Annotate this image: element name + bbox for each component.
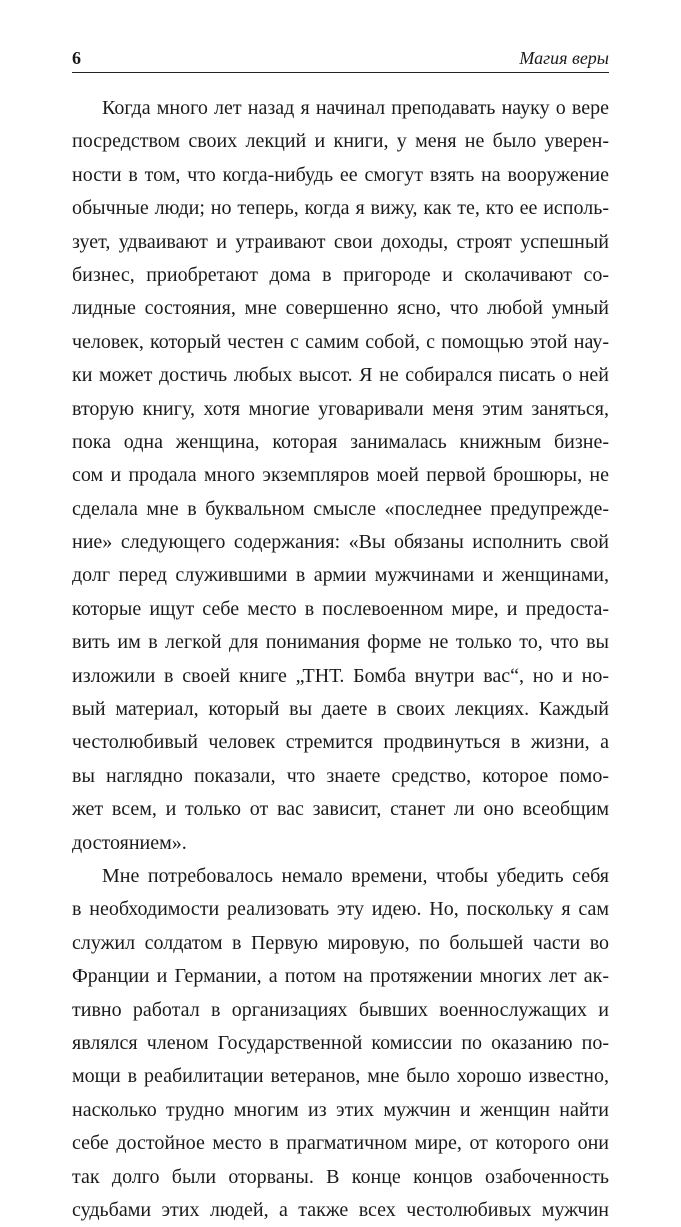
paragraph (72, 92, 609, 860)
text-line: в необходимости реализовать эту идею. Но, поскольку я сам (72, 898, 609, 921)
paragraph (72, 860, 609, 1227)
text-line: Франции и Германии, а потом на протяжении многих лет ак- (72, 965, 609, 988)
text-line: жет всем, и только от вас зависит, станет ли оно всеобщим (72, 798, 609, 821)
running-title: Магия веры (519, 48, 609, 68)
text-line: насколько трудно многим из этих мужчин и женщин найти (72, 1098, 609, 1121)
text-line: служил солдатом в Первую мировую, по большей части во (72, 931, 609, 954)
text-line: пока одна женщина, которая занималась книжным бизне- (72, 430, 609, 453)
text-line: достоянием». (72, 831, 187, 854)
text-line: вторую книгу, хотя многие уговаривали меня этим заняться, (72, 397, 609, 420)
text-line: сом и продала много экземпляров моей первой брошюры, не (72, 464, 609, 487)
text-line: являлся членом Государственной комиссии по оказанию по- (72, 1031, 609, 1054)
text-line: честолюбивый человек стремится продвинуться в жизни, а (72, 731, 609, 754)
text-line: ности в том, что когда-нибудь ее смогут взять на вооружение (72, 163, 609, 186)
text-line: судьбами этих людей, а также всех честолюбивых мужчин (72, 1198, 609, 1221)
text-line: обычные люди; но теперь, когда я вижу, как те, кто ее исполь- (72, 197, 609, 220)
text-line: которые ищут себе место в послевоенном мире, и предоста- (72, 597, 609, 620)
text-line: Мне потребовалось немало времени, чтобы убедить себя (102, 864, 609, 887)
text-line: вы наглядно показали, что знаете средство, которое помо- (72, 764, 609, 787)
text-line: ние» следующего содержания: «Вы обязаны исполнить свой (72, 531, 609, 554)
text-line: лидные состояния, мне совершенно ясно, что любой умный (72, 297, 609, 320)
page-number: 6 (72, 48, 81, 68)
text-line: зует, удваивают и утраивают свои доходы, строят успешный (72, 230, 609, 253)
text-line: сделала мне в буквальном смысле «последнее предупрежде- (72, 497, 609, 520)
text-line: долг перед служившими в армии мужчинами и женщинами, (72, 564, 609, 587)
text-line: себе достойное место в прагматичном мире, от которого они (72, 1132, 609, 1155)
body-text (72, 92, 609, 1227)
text-line: посредством своих лекций и книги, у меня не было уверен- (72, 130, 609, 153)
text-line: Когда много лет назад я начинал преподавать науку о вере (102, 97, 609, 119)
text-line: вый материал, который вы даете в своих лекциях. Каждый (72, 698, 609, 721)
text-line: изложили в своей книге „ТНТ. Бомба внутри вас“, но и но- (72, 664, 609, 687)
text-line: ки может достичь любых высот. Я не собирался писать о ней (72, 364, 609, 387)
text-line: вить им в легкой для понимания форме не только то, что вы (72, 631, 609, 654)
header-rule (72, 72, 609, 73)
text-line: тивно работал в организациях бывших военнослужащих и (72, 998, 609, 1021)
text-line: бизнес, приобретают дома в пригороде и сколачивают со- (72, 263, 609, 286)
text-line: человек, который честен с самим собой, с помощью этой нау- (72, 330, 609, 353)
text-line: мощи в реабилитации ветеранов, мне было хорошо известно, (72, 1065, 609, 1088)
text-line: так долго были оторваны. В конце концов озабоченность (72, 1165, 609, 1188)
